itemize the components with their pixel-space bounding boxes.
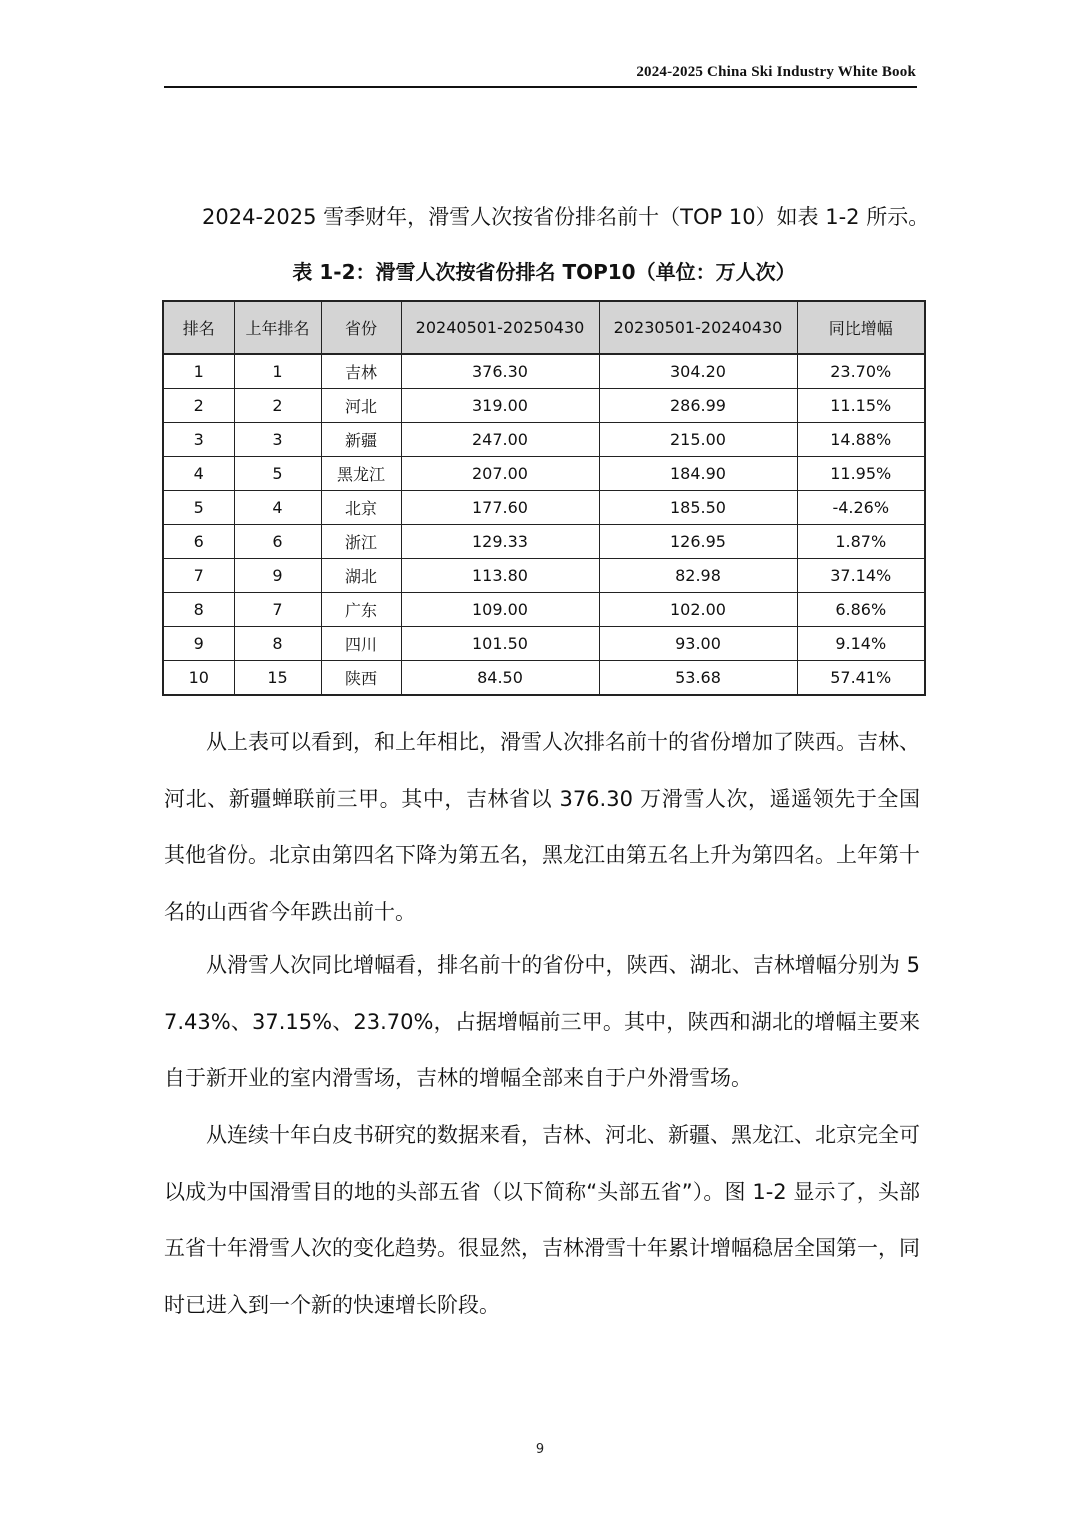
cell-province: 黑龙江 <box>321 457 401 491</box>
cell-prev-rank: 7 <box>234 593 321 627</box>
cell-rank: 5 <box>163 491 234 525</box>
cell-value-2024: 177.60 <box>401 491 599 525</box>
cell-province: 河北 <box>321 389 401 423</box>
cell-value-2023: 82.98 <box>599 559 797 593</box>
header-province: 省份 <box>321 301 401 354</box>
cell-value-2024: 101.50 <box>401 627 599 661</box>
cell-rank: 7 <box>163 559 234 593</box>
cell-rank: 3 <box>163 423 234 457</box>
cell-province: 广东 <box>321 593 401 627</box>
cell-prev-rank: 6 <box>234 525 321 559</box>
cell-rank: 4 <box>163 457 234 491</box>
cell-province: 北京 <box>321 491 401 525</box>
header-period-2024: 20240501-20250430 <box>401 301 599 354</box>
cell-growth: 1.87% <box>797 525 925 559</box>
cell-prev-rank: 9 <box>234 559 321 593</box>
cell-value-2023: 102.00 <box>599 593 797 627</box>
table-row <box>163 559 925 593</box>
table-row <box>163 354 925 389</box>
cell-rank: 2 <box>163 389 234 423</box>
intro-paragraph: 2024-2025 雪季财年，滑雪人次按省份排名前十（TOP 10）如表 1-2 所示。 <box>202 205 930 229</box>
table-row <box>163 491 925 525</box>
cell-growth: 23.70% <box>797 354 925 389</box>
header-prev-rank: 上年排名 <box>234 301 321 354</box>
cell-province: 四川 <box>321 627 401 661</box>
cell-province: 吉林 <box>321 354 401 389</box>
cell-value-2023: 93.00 <box>599 627 797 661</box>
cell-value-2024: 84.50 <box>401 661 599 696</box>
cell-value-2024: 319.00 <box>401 389 599 423</box>
cell-value-2024: 109.00 <box>401 593 599 627</box>
cell-prev-rank: 4 <box>234 491 321 525</box>
cell-value-2023: 215.00 <box>599 423 797 457</box>
cell-value-2024: 207.00 <box>401 457 599 491</box>
cell-rank: 6 <box>163 525 234 559</box>
cell-value-2024: 247.00 <box>401 423 599 457</box>
cell-rank: 1 <box>163 354 234 389</box>
cell-value-2023: 185.50 <box>599 491 797 525</box>
cell-growth: 37.14% <box>797 559 925 593</box>
page-number: 9 <box>535 1442 545 1457</box>
cell-value-2023: 184.90 <box>599 457 797 491</box>
cell-growth: -4.26% <box>797 491 925 525</box>
table-row <box>163 389 925 423</box>
cell-value-2023: 53.68 <box>599 661 797 696</box>
cell-growth: 11.15% <box>797 389 925 423</box>
cell-value-2024: 129.33 <box>401 525 599 559</box>
cell-growth: 6.86% <box>797 593 925 627</box>
cell-growth: 57.41% <box>797 661 925 696</box>
cell-province: 新疆 <box>321 423 401 457</box>
cell-rank: 8 <box>163 593 234 627</box>
table-row <box>163 525 925 559</box>
cell-growth: 9.14% <box>797 627 925 661</box>
body-paragraph-top-five: 从连续十年白皮书研究的数据来看，吉林、河北、新疆、黑龙江、北京完全可以成为中国滑雪目的地的头部五省（以下简称“头部五省”）。图 1-2 显示了，头部五省十年滑雪人次的变化趋势。很显然，吉林滑雪十年累计增幅稳居全国第一，同时已进入到一个新的快速增长阶段。 <box>164 1123 920 1317</box>
table-row <box>163 593 925 627</box>
cell-value-2023: 126.95 <box>599 525 797 559</box>
cell-value-2024: 113.80 <box>401 559 599 593</box>
cell-growth: 11.95% <box>797 457 925 491</box>
cell-province: 陕西 <box>321 661 401 696</box>
cell-prev-rank: 8 <box>234 627 321 661</box>
cell-value-2023: 304.20 <box>599 354 797 389</box>
table-row <box>163 661 925 696</box>
cell-rank: 10 <box>163 661 234 696</box>
cell-prev-rank: 3 <box>234 423 321 457</box>
cell-prev-rank: 1 <box>234 354 321 389</box>
header-rank: 排名 <box>163 301 234 354</box>
cell-prev-rank: 15 <box>234 661 321 696</box>
header-yoy-growth: 同比增幅 <box>797 301 925 354</box>
cell-value-2024: 376.30 <box>401 354 599 389</box>
table-row <box>163 457 925 491</box>
cell-rank: 9 <box>163 627 234 661</box>
body-paragraph-ranking-changes: 从上表可以看到，和上年相比，滑雪人次排名前十的省份增加了陕西。吉林、河北、新疆蝉联前三甲。其中，吉林省以 376.30 万滑雪人次，遥遥领先于全国其他省份。北京由第四名下降为第五名，黑龙江由第五名上升为第四名。上年第十名的山西省今年跌出前十。 <box>164 730 920 924</box>
table-header-row <box>163 301 925 354</box>
table-row <box>163 423 925 457</box>
cell-prev-rank: 2 <box>234 389 321 423</box>
header-period-2023: 20230501-20240430 <box>599 301 797 354</box>
table-caption: 表 1-2：滑雪人次按省份排名 TOP10（单位：万人次） <box>292 260 796 284</box>
body-paragraph-growth: 从滑雪人次同比增幅看，排名前十的省份中，陕西、湖北、吉林增幅分别为 57.43%、37.15%、23.70%，占据增幅前三甲。其中，陕西和湖北的增幅主要来自于新开业的室内滑雪场，吉林的增幅全部来自于户外滑雪场。 <box>164 953 920 1090</box>
cell-province: 湖北 <box>321 559 401 593</box>
cell-growth: 14.88% <box>797 423 925 457</box>
cell-province: 浙江 <box>321 525 401 559</box>
table-row <box>163 627 925 661</box>
running-header-title: 2024-2025 China Ski Industry White Book <box>636 64 916 80</box>
province-ranking-table <box>162 300 926 696</box>
header-rule <box>164 86 917 88</box>
cell-value-2023: 286.99 <box>599 389 797 423</box>
cell-prev-rank: 5 <box>234 457 321 491</box>
